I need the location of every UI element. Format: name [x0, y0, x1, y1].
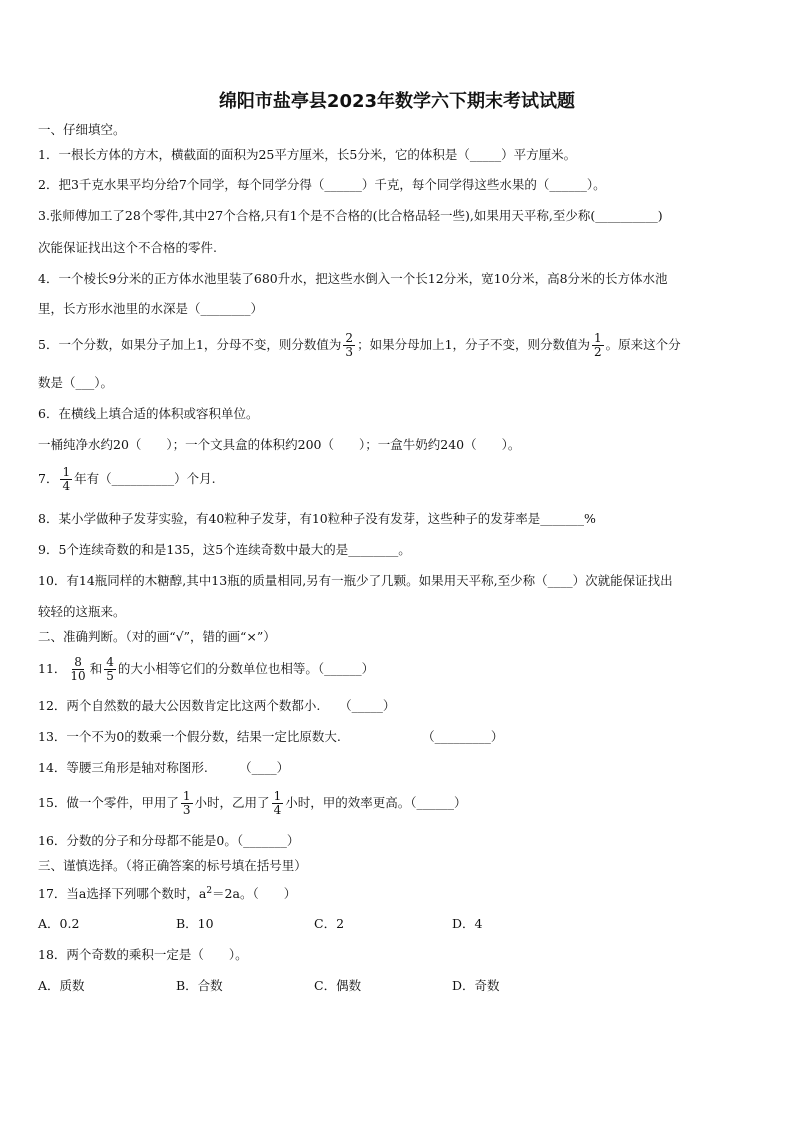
question-9: 9．5个连续奇数的和是135，这5个连续奇数中最大的是________。 — [38, 542, 411, 557]
question-10-line-2: 较轻的这瓶来。 — [38, 604, 126, 619]
option-b: B．10 — [176, 916, 214, 931]
denominator: 3 — [345, 345, 354, 359]
fraction — [181, 790, 193, 817]
q11-text: 的大小相等它们的分数单位也相等。（______） — [117, 661, 375, 676]
fraction — [592, 332, 604, 359]
question-16: 16．分数的分子和分母都不能是0。（_______） — [38, 833, 300, 848]
question-2: 2．把3千克水果平均分给7个同学，每个同学分得（______）千克，每个同学得这些水果的（______）。 — [38, 177, 606, 192]
question-18-options — [38, 977, 758, 994]
numerator: 1 — [273, 789, 282, 803]
q15-text-2: 小时，乙用了 — [194, 795, 270, 810]
fraction — [104, 656, 116, 683]
numerator: 4 — [106, 655, 114, 669]
question-15 — [38, 786, 758, 820]
question-6-line-1: 6．在横线上填合适的体积或容积单位。 — [38, 406, 259, 421]
numerator: 2 — [345, 331, 354, 345]
section-heading-fill: 一、仔细填空。 — [38, 122, 126, 137]
q15-text-3: 小时，甲的效率更高。（______） — [285, 795, 467, 810]
question-17-options — [38, 915, 758, 932]
denominator: 2 — [594, 345, 602, 359]
question-5-line-1 — [38, 330, 758, 360]
option-a: A．0.2 — [38, 916, 80, 931]
numerator: 1 — [62, 465, 71, 479]
numerator: 1 — [594, 331, 602, 345]
question-7 — [38, 464, 758, 494]
question-3-line-2: 次能保证找出这个不合格的零件. — [38, 240, 217, 255]
question-11 — [38, 652, 758, 686]
denominator: 10 — [70, 669, 86, 683]
q17-stem: 17．当a选择下列哪个数时，a — [38, 886, 207, 902]
numerator: 8 — [74, 655, 82, 669]
denominator: 3 — [182, 803, 191, 817]
denominator: 5 — [106, 669, 114, 683]
question-6-line-2: 一桶纯净水约20（ ）；一个文具盒的体积约200（ ）；一盒牛奶约240（ ）。 — [38, 437, 521, 452]
option-a: A．质数 — [38, 978, 85, 993]
section-heading-choice: 三、谨慎选择。（将正确答案的标号填在括号里） — [38, 858, 307, 873]
q15-text-1: 15．做一个零件，甲用了 — [38, 795, 179, 810]
option-d: D．4 — [452, 916, 483, 931]
fraction — [272, 790, 284, 817]
question-5-line-2: 数是（___）。 — [38, 375, 114, 390]
option-c: C．偶数 — [314, 978, 362, 993]
question-13: 13．一个不为0的数乘一个假分数，结果一定比原数大. （_________） — [38, 729, 504, 744]
q17-exponent: 2 — [206, 886, 213, 896]
q7-number: 7． — [38, 471, 59, 486]
section-heading-judge: 二、准确判断。（对的画“√”，错的画“×”） — [38, 629, 276, 644]
denominator: 4 — [62, 479, 71, 493]
q5-text-1: 5．一个分数，如果分子加上1，分母不变，则分数值为 — [38, 337, 342, 352]
question-12: 12．两个自然数的最大公因数肯定比这两个数都小. （_____） — [38, 698, 396, 713]
q7-text: 年有（__________）个月. — [74, 471, 216, 486]
option-c: C．2 — [314, 916, 345, 931]
question-8: 8．某小学做种子发芽实验，有40粒种子发芽，有10粒种子没有发芽，这些种子的发芽率是_______% — [38, 511, 596, 526]
question-17 — [38, 883, 758, 902]
option-d: D．奇数 — [452, 978, 500, 993]
question-4-line-2: 里，长方形水池里的水深是（________） — [38, 301, 264, 316]
numerator: 1 — [182, 789, 191, 803]
q5-text-3: 。原来这个分 — [605, 337, 681, 352]
option-b: B．合数 — [176, 978, 223, 993]
fraction — [68, 656, 87, 683]
fraction — [343, 332, 355, 359]
question-10-line-1: 10．有14瓶同样的木糖醇,其中13瓶的质量相同,另有一瓶少了几颗。如果用天平称,至少称（____）次就能保证找出 — [38, 573, 673, 588]
question-1: 1．一根长方体的方木，横截面的面积为25平方厘米，长5分米，它的体积是（_____）平方厘米。 — [38, 147, 577, 162]
q11-number: 11． — [38, 661, 67, 676]
page-title: 绵阳市盐亭县2023年数学六下期末考试试题 — [218, 91, 576, 112]
question-4-line-1: 4．一个棱长9分米的正方体水池里装了680升水，把这些水倒入一个长12分米，宽10分米，高8分米的长方体水池 — [38, 271, 668, 286]
q11-and: 和 — [89, 661, 103, 676]
denominator: 4 — [273, 803, 282, 817]
q17-stem-end: ＝2a。（ ） — [212, 886, 297, 902]
question-18: 18．两个奇数的乘积一定是（ ）。 — [38, 947, 248, 962]
q5-text-2: ；如果分母加上1，分子不变，则分数值为 — [357, 337, 591, 352]
fraction — [60, 466, 72, 493]
question-14: 14．等腰三角形是轴对称图形. （____） — [38, 760, 290, 775]
question-3-line-1: 3.张师傅加工了28个零件,其中27个合格,只有1个是不合格的(比合格品轻一些),如果用天平称,至少称(__________) — [38, 208, 663, 223]
